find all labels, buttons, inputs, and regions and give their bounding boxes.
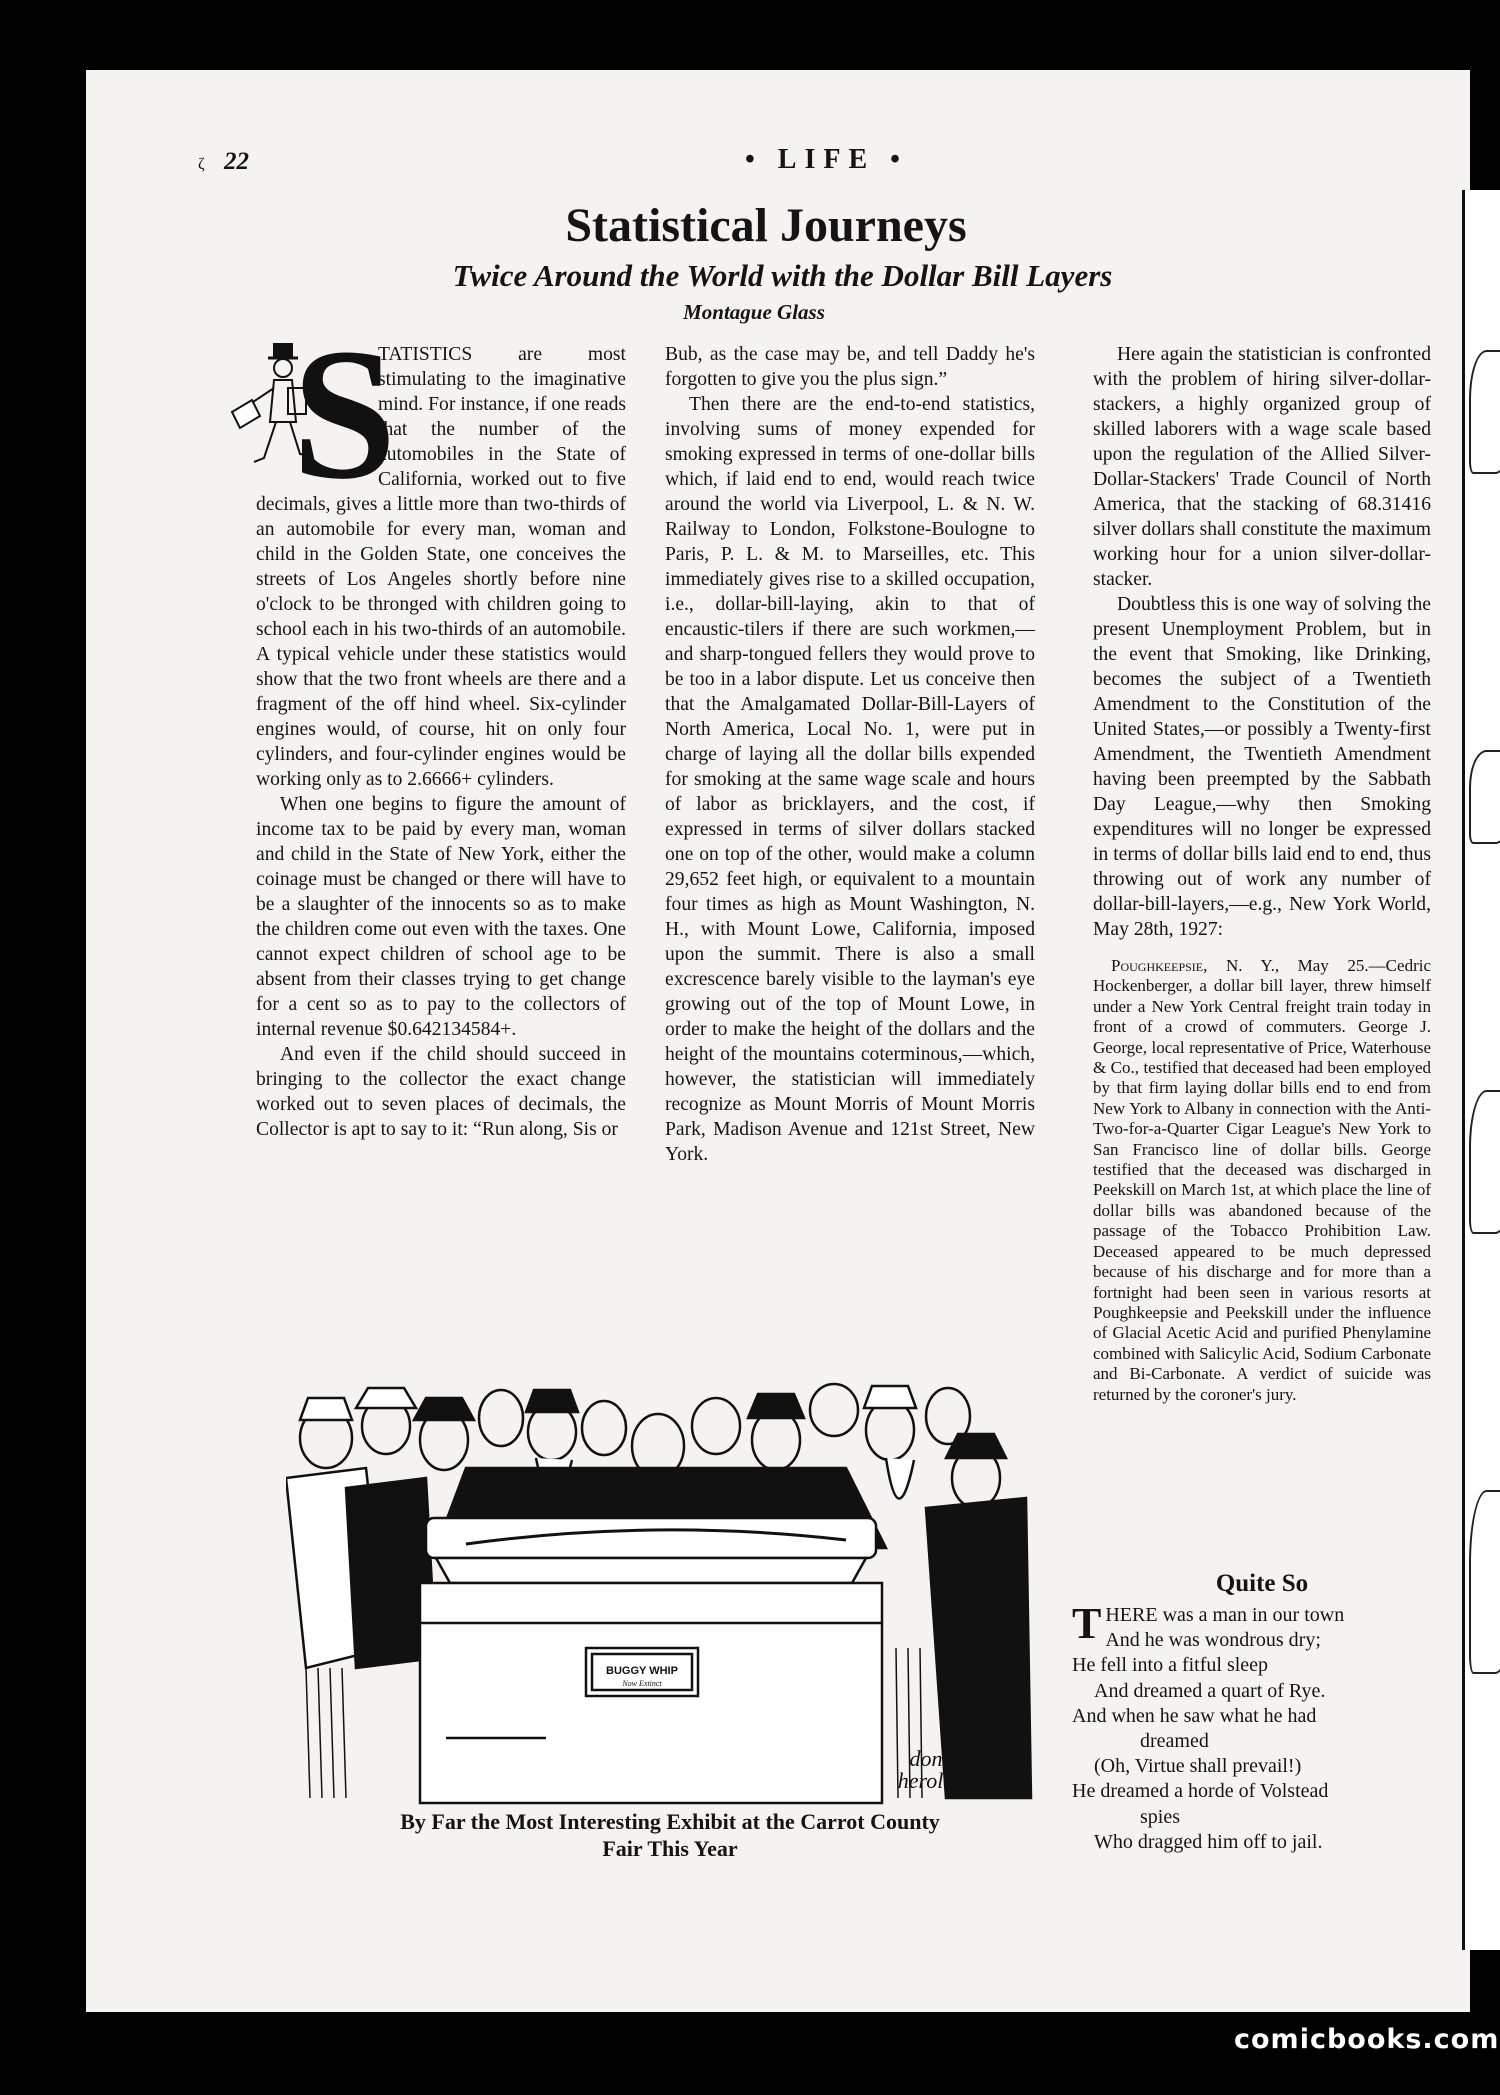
poem-line: spies [1140,1805,1180,1828]
paragraph: And even if the child should succeed in bringing to the collector the exact change worked out to seven places of decimals, the Collector is apt to say to it: “Run along, Sis or [256,1044,626,1140]
caption-line: Fair This Year [602,1836,738,1861]
article-title: Statistical Journeys [565,199,967,252]
report-dateline: Poughkeepsie, [1111,956,1208,975]
site-watermark: comicbooks.com [1234,2024,1500,2055]
report-text: N. Y., May 25.—Cedric Hockenberger, a dollar bill layer, threw himself under a New York Central freight train today in front of a crowd of commuters. George J. George, local representative of Price, Waterhouse & Co., testified that deceased had been employed by that firm laying dollar bills end to end from New York to Albany in connection with the Anti-Two-for-a-Quarter Cigar League's New York to San Francisco line of dollar bills. George testified that the deceased was discharged in Peekskill on March 1st, at which place the line of dollar bills was abandoned because of the passage of the Tobacco Prohibition Law. Deceased appeared to be much depressed because of his discharge and for more than a fortnight had been seen in various resorts at Poughkeepsie and Peekskill under the influence of Glacial Acetic Acid and purified Phenylamine combined with Salicylic Acid, Sodium Carbonate and Bi-Carbonate. A verdict of suicide was returned by the coroner's jury. [1093,956,1431,1404]
poem-line: And when he saw what he had [1072,1704,1317,1727]
poem-line: And dreamed a quart of Rye. [1094,1679,1326,1702]
caption-line: By Far the Most Interesting Exhibit at the Carrot County [400,1809,940,1834]
paragraph: When one begins to figure the amount of income tax to be paid by every man, woman and child in the State of New York, either the coinage must be changed or there will have to be a slaughter of the innocents so as to make the children come out even with the taxes. One cannot expect children of school age to be absent from their classes trying to get change for a cent so as to pay to the collectors of internal revenue $0.642134584+. [256,794,626,1040]
cartoon-illustration [286,1368,1036,1808]
buggy-whip-sign-subtitle: Now Extinct [622,1679,662,1688]
magazine-title: • LIFE • [745,144,908,175]
margin-mark: ζ [198,156,205,173]
paragraph: Here again the statistician is confronted with the problem of hiring silver-dollar-stackers, a highly organized group of skilled laborers with a wage scale based upon the regulation of the Allied Silver-Dollar-Stackers' Trade Council of North America, that the stacking of 68.31416 silver dollars shall constitute the maximum working hour for a union silver-dollar-stacker. [1093,344,1431,590]
paragraph: Bub, as the case may be, and tell Daddy he's forgotten to give you the plus sign.” [665,344,1035,390]
paragraph: Then there are the end-to-end statistics, involving sums of money expended for smoking expressed in terms of one-dollar bills which, if laid end to end, would reach twice around the world via Liverpool, L. & N. W. Railway to London, Folkstone-Boulogne to Paris, P. L. & M. to Marseilles, etc. This immediately gives rise to a skilled occupation, i.e., dollar-bill-laying, akin to that of encaustic-tilers if there are such workmen,—and sharp-tongued fellers they would prove to be too in a labor dispute. Let us conceive then that the Amalgamated Dollar-Bill-Layers of North America, Local No. 1, were put in charge of laying all the dollar bills expended for smoking at the same wage scale and hours of labor as bricklayers, and the cost, if expressed in terms of silver dollars stacked one on top of the other, would make a column 29,652 feet high, or equivalent to a mountain four times as high as Mount Washington, N. H., with Mount Lowe, California, imposed upon the summit. There is also a small excrescence barely visible to the layman's eye growing out of the top of Mount Lowe, in order to make the height of the dollars and the height of the mountains coterminous,—which, however, the statistician will immediately recognize as Mount Morris of Mount Morris Park, Madison Avenue and 121st Street, New York. [665,394,1035,1165]
artist-signature: don [909,1746,943,1771]
poem-line: dreamed [1140,1730,1209,1753]
poem-line: THERE was a man in our town [1072,1599,1345,1648]
buggy-whip-sign: BUGGY WHIP [606,1665,678,1677]
poem-line: And he was wondrous dry; [1105,1629,1321,1652]
paragraph: TATISTICS are most stimulating to the imaginative mind. For instance, if one reads that the number of the automobiles in the State of California, worked out to five decimals, gives a little more than two-thirds of an automobile for every man, woman and child in the Golden State, one conceives the streets of Los Angeles shortly before nine o'clock to be thronged with children going to school each in his two-thirds of an automobile. A typical vehicle under these statistics would show that the two front wheels are there and a fragment of the off hind wheel. Six-cylinder engines would, of course, hit on only four cylinders, and four-cylinder engines would be working only as to 2.6666+ cylinders. [256,344,626,790]
drop-cap-illustration [230,309,397,518]
article-column-1 [256,309,626,1142]
poem-line: (Oh, Virtue shall prevail!) [1094,1755,1302,1778]
article-column-3 [1093,342,1431,1405]
poem-line: He fell into a fitful sleep [1072,1654,1269,1677]
poem-title: Quite So [1215,1570,1309,1597]
poem-drop-cap: T [1072,1599,1102,1648]
page-number: 22 [224,148,249,175]
poem-line: Who dragged him off to jail. [1094,1830,1323,1853]
paragraph: Doubtless this is one way of solving the present Unemployment Problem, but in the event that Smoking, like Drinking, becomes the subject of a Twentieth Amendment to the Constitution of the United States,—or possibly a Twenty-first Amendment, the Twentieth Amendment having been preempted by the Sabbath Day League,—why then Smoking expenditures will no longer be expressed in terms of dollar bills laid end to end, thus throwing out of work any number of dollar-bill-layers,—e.g., New York World, May 28th, 1927: [1093,594,1431,940]
article-subtitle: Twice Around the World with the Dollar Bill Layers [452,258,1113,293]
news-report [1093,956,1431,1405]
cartoon-caption [290,1808,1050,1862]
adjacent-page-edge [1462,190,1500,1950]
poem-line: He dreamed a horde of Volstead [1072,1780,1329,1803]
article-byline: Montague Glass [683,300,825,324]
poem [1072,1599,1444,1855]
article-column-2 [665,342,1035,1167]
artist-signature-surname: herold [897,1768,955,1793]
drop-cap-s: S [292,309,397,518]
